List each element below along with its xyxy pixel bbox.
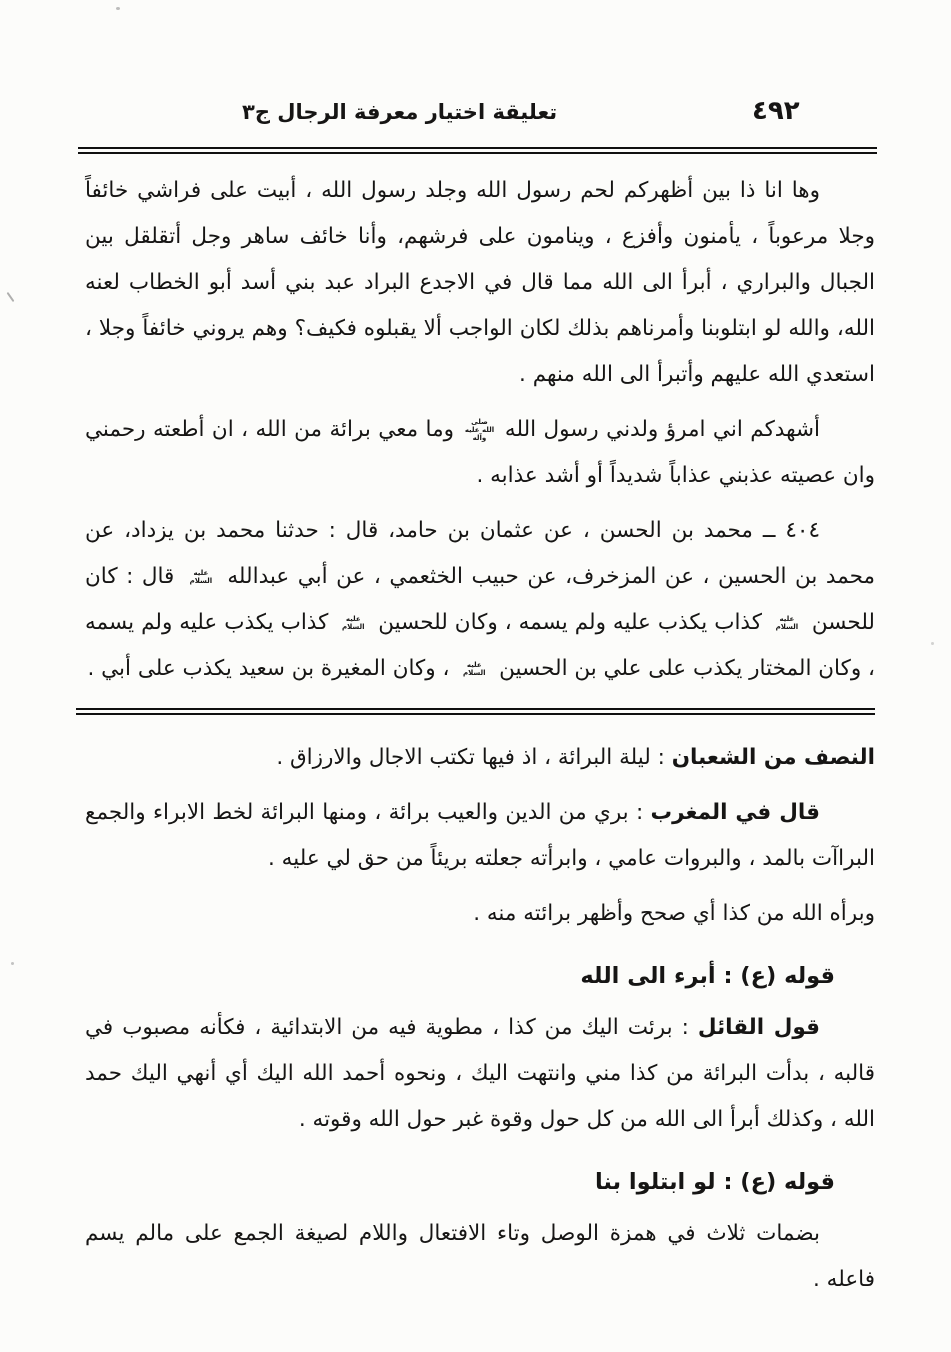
page-body: [85, 168, 875, 1312]
scan-speck: [931, 642, 934, 645]
lead-phrase: النصف من الشعبان: [671, 745, 875, 770]
header-rule: [78, 147, 877, 154]
text-run: قال : كان للحسن: [85, 564, 875, 635]
alayhis-salam-symbol: عليه السلام: [775, 614, 799, 631]
alayhis-salam-symbol: عليه السلام: [462, 660, 486, 677]
section-separator-rule: [76, 708, 875, 715]
scan-speck: [116, 7, 120, 10]
commentary-continuation-paragraph: وبرأه الله من كذا أي صحح وأظهر برائته منه .: [473, 901, 875, 926]
lead-phrase: قال في المغرب: [650, 800, 820, 825]
text-run: ، وكان المغيرة بن سعيد يكذب على أبي .: [87, 656, 457, 681]
testimony-paragraph: [85, 407, 875, 499]
hadith-404-paragraph: [85, 508, 875, 692]
commentary-mughrib-paragraph: [85, 790, 875, 882]
alayhis-salam-symbol: عليه السلام: [189, 568, 213, 585]
gloss-heading-abra-ila-allah: قوله (ع) : أبرء الى الله: [580, 963, 835, 989]
text-run: أشهدكم اني امرؤ ولدني رسول الله: [497, 417, 820, 442]
gloss-explanation-2: بضمات ثلاث في همزة الوصل وتاء الافتعال واللام لصيغة الجمع على مالم يسم فاعله .: [85, 1221, 875, 1292]
text-run: : ليلة البرائة ، اذ فيها تكتب الاجال والارزاق .: [276, 745, 672, 770]
page-number: ٤٩٢: [752, 96, 800, 126]
text-run: كذاب يكذب عليه ولم يسمه ، وكان المختار يكذب على علي بن الحسين: [85, 610, 875, 681]
lead-phrase: قول القائل: [697, 1015, 820, 1040]
scan-speck: [7, 292, 15, 302]
text-run: وما معي برائة من الله ، ان أطعته رحمني وان عصيته عذبني عذاباً شديداً أو أشد عذابه .: [85, 417, 875, 488]
gloss-explanation-1: [85, 1005, 875, 1143]
gloss-heading-law-ubtuloo-bina: قوله (ع) : لو ابتلوا بنا: [594, 1169, 835, 1195]
text-run: : برئت اليك من كذا ، مطوية فيه من الابتدائية ، فكأنه مصبوب في قالبه ، بدأت البرائة من كذا مني وانتهت اليك ، ونحوه أحمد الله اليك أي أنهي اليك حمد الله ، وكذلك أبرأ الى الله من كل حول وقوة غبر حول الله وقوته .: [85, 1015, 875, 1132]
salawat-symbol: صلى الله عليه وآله: [464, 417, 495, 443]
commentary-shaban-paragraph: [85, 735, 875, 781]
sermon-paragraph: وها انا ذا بين أظهركم لحم رسول الله وجلد رسول الله ، أبيت على فراشي خائفاً وجلا مرعوباً ، يأمنون وأفزع ، وينامون على فرشهم، وأنا خائف ساهر وجل أتقلقل بين الجبال والبراري ، أبرأ الى الله مما قال في الاجدع البراد عبد بني أسد أبو الخطاب لعنه الله، والله لو ابتلوبنا وأمرناهم بذلك لكان الواجب ألا يقبلوه فكيف؟ وهم يروني خائفاً وجلا ، استعدي الله عليهم وأتبرأ الى الله منهم .: [85, 178, 875, 387]
scan-speck: [11, 962, 14, 965]
book-title: تعليقة اختيار معرفة الرجال ج٣: [242, 100, 558, 124]
text-run: : بري من الدين والعيب برائة ، ومنها البرائة لخط الابراء والجمع البراآت بالمد ، والبروات عامي ، وابرأته جعلته بريئاً من حق لي عليه .: [85, 800, 875, 871]
alayhis-salam-symbol: عليه السلام: [341, 614, 365, 631]
text-run: كذاب يكذب عليه ولم يسمه ، وكان للحسين: [371, 610, 769, 635]
text-run: ٤٠٤ ــ محمد بن الحسن ، عن عثمان بن حامد، قال : حدثنا محمد بن يزداد، عن محمد بن الحسين ، عن المزخرف، عن حبيب الخثعمي ، عن أبي عبدالله: [85, 518, 875, 589]
